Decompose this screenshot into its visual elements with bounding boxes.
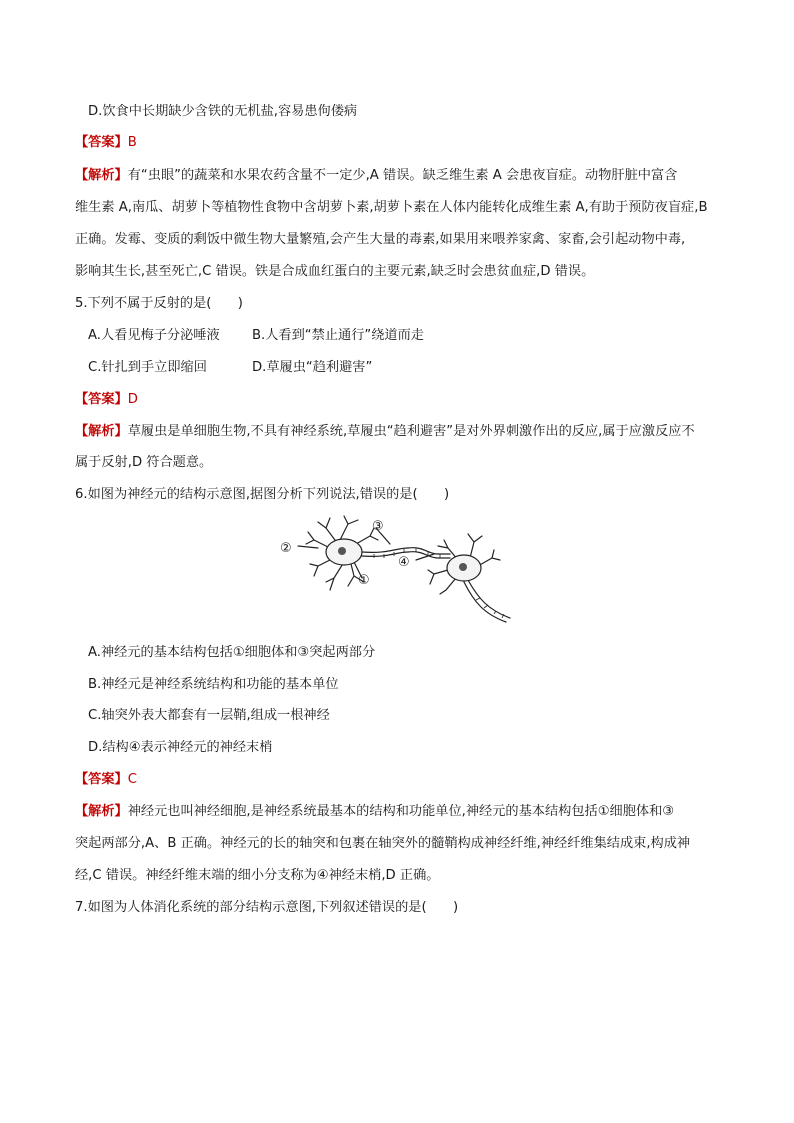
q5-option-a: A.人看见梅子分泌唾液 (88, 328, 220, 343)
q7-stem: 7.如图为人体消化系统的部分结构示意图,下列叙述错误的是( ) (75, 900, 459, 915)
answer-value: C (127, 772, 137, 787)
analysis-label: 【解析】 (75, 168, 128, 183)
q6-analysis-1 (75, 802, 674, 822)
q6-stem: 6.如图为神经元的结构示意图,据图分析下列说法,错误的是( ) (75, 487, 450, 502)
answer-label: 【答案】 (75, 772, 128, 787)
answer-label: 【答案】 (75, 135, 128, 150)
q6-answer (75, 770, 137, 790)
q5-option-c: C.针扎到手立即缩回 (88, 360, 207, 375)
answer-value: D (127, 392, 138, 407)
q4-analysis-3: 正确。发霉、变质的剩饭中微生物大量繁殖,会产生大量的毒素,如果用来喂养家禽、家畜,会引起动物中毒, (75, 232, 686, 247)
q5-answer (75, 390, 138, 410)
label-2: ② (280, 541, 292, 556)
q4-analysis-1 (75, 166, 677, 186)
label-3: ③ (372, 519, 384, 534)
q5-analysis-2: 属于反射,D 符合题意。 (75, 455, 213, 470)
q5-option-b: B.人看到“禁止通行”绕道而走 (252, 328, 424, 343)
q6-option-d: D.结构④表示神经元的神经末梢 (88, 740, 273, 755)
q6-analysis-2: 突起两部分,A、B 正确。神经元的长的轴突和包裹在轴突外的髓鞘构成神经纤维,神经纤维集结成束,构成神 (75, 836, 691, 851)
neuron-diagram (278, 514, 518, 634)
analysis-label: 【解析】 (75, 424, 128, 439)
q6-option-a: A.神经元的基本结构包括①细胞体和③突起两部分 (88, 645, 376, 660)
label-1: ① (358, 573, 370, 588)
label-4: ④ (398, 555, 410, 570)
q4-analysis-4: 影响其生长,甚至死亡,C 错误。铁是合成血红蛋白的主要元素,缺乏时会患贫血症,D 错误。 (75, 264, 595, 279)
analysis-text: 有“虫眼”的蔬菜和水果农药含量不一定少,A 错误。缺乏维生素 A 会患夜盲症。动物肝脏中富含 (127, 168, 678, 183)
q4-option-d: D.饮食中长期缺少含铁的无机盐,容易患佝偻病 (88, 104, 358, 119)
q5-stem: 5.下列不属于反射的是( ) (75, 296, 243, 311)
q5-analysis-1 (75, 422, 695, 442)
q4-answer (75, 133, 137, 153)
q6-option-b: B.神经元是神经系统结构和功能的基本单位 (88, 677, 339, 692)
analysis-text: 草履虫是单细胞生物,不具有神经系统,草履虫“趋利避害”是对外界刺激作出的反应,属于应激反应不 (127, 424, 695, 439)
q4-analysis-2: 维生素 A,南瓜、胡萝卜等植物性食物中含胡萝卜素,胡萝卜素在人体内能转化成维生素 A,有助于预防夜盲症,B (75, 200, 708, 215)
answer-label: 【答案】 (75, 392, 128, 407)
q6-analysis-3: 经,C 错误。神经纤维末端的细小分支称为④神经末梢,D 正确。 (75, 868, 440, 883)
analysis-label: 【解析】 (75, 804, 128, 819)
analysis-text: 神经元也叫神经细胞,是神经系统最基本的结构和功能单位,神经元的基本结构包括①细胞体和③ (127, 804, 675, 819)
q5-option-d: D.草履虫“趋利避害” (252, 360, 373, 375)
answer-value: B (127, 135, 137, 150)
q6-option-c: C.轴突外表大都套有一层鞘,组成一根神经 (88, 708, 330, 723)
